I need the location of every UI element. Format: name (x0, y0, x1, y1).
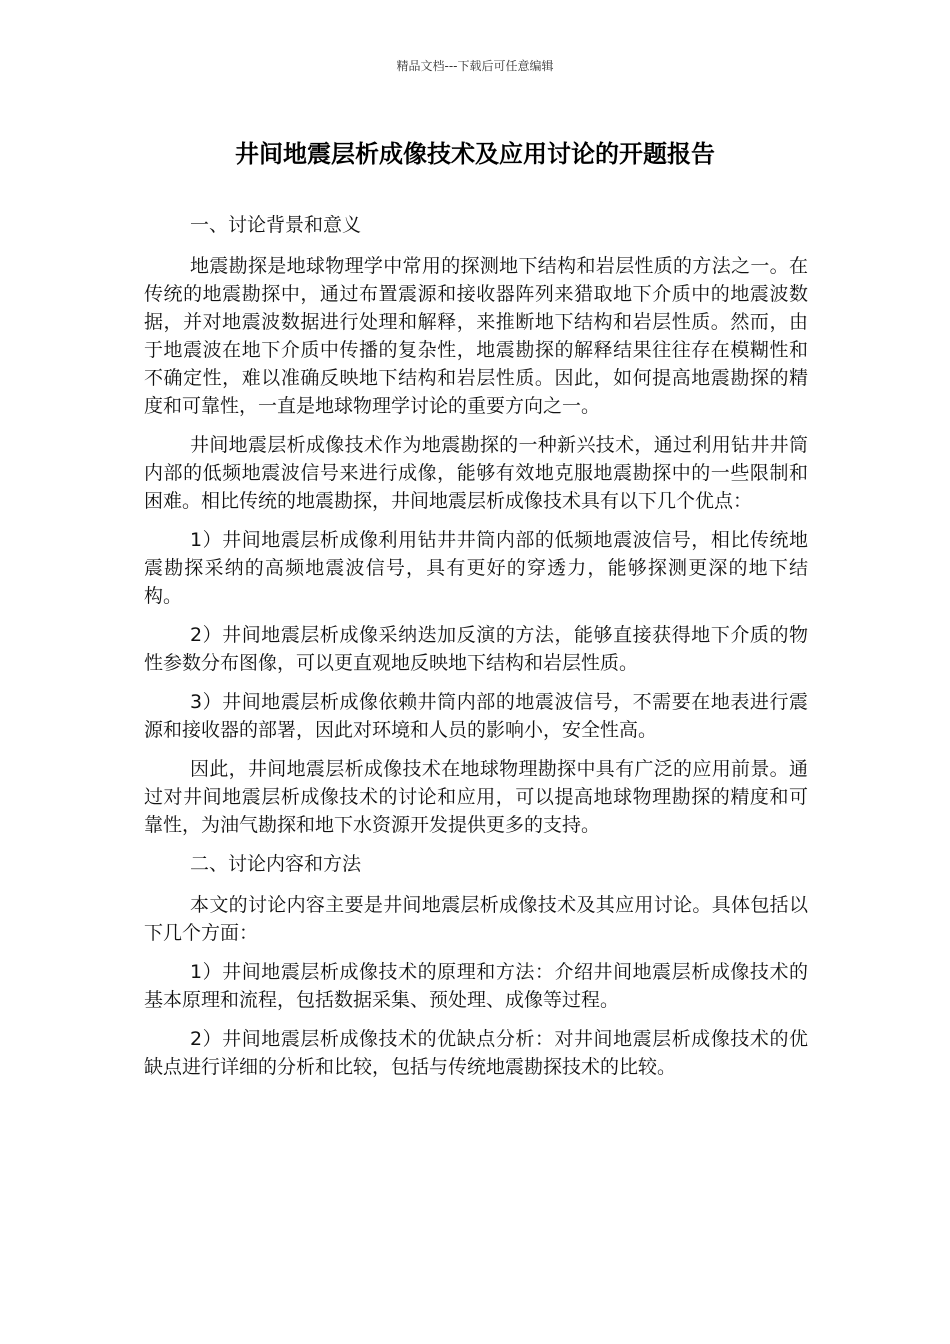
document-body (144, 211, 808, 1092)
advantage-item-3: 3）井间地震层析成像依赖井筒内部的地震波信号，不需要在地表进行震源和接收器的部署，因此对环境和人员的影响小，安全性高。 (144, 691, 808, 741)
section-heading-background: 一、讨论背景和意义 (190, 214, 362, 236)
document-title: 井间地震层析成像技术及应用讨论的开题报告 (235, 140, 715, 168)
content-item-1: 1）井间地震层析成像技术的原理和方法：介绍井间地震层析成像技术的基本原理和流程，包括数据采集、预处理、成像等过程。 (144, 961, 808, 1011)
advantage-item-2: 2）井间地震层析成像采纳迭加反演的方法，能够直接获得地下介质的物性参数分布图像，可以更直观地反映地下结构和岩层性质。 (144, 624, 808, 674)
header-note: 精品文档---下载后可任意编辑 (396, 59, 554, 73)
content-item-2: 2）井间地震层析成像技术的优缺点分析：对井间地震层析成像技术的优缺点进行详细的分析和比较，包括与传统地震勘探技术的比较。 (144, 1028, 808, 1078)
paragraph-background-1: 地震勘探是地球物理学中常用的探测地下结构和岩层性质的方法之一。在传统的地震勘探中，通过布置震源和接收器阵列来猎取地下介质中的地震波数据，并对地震波数据进行处理和解释，来推断地下结构和岩层性质。然而，由于地震波在地下介质中传播的复杂性，地震勘探的解释结果往往存在模糊性和不确定性，难以准确反映地下结构和岩层性质。因此，如何提高地震勘探的精度和可靠性，一直是地球物理学讨论的重要方向之一。 (144, 255, 808, 417)
advantage-item-1: 1）井间地震层析成像利用钻井井筒内部的低频地震波信号，相比传统地震勘探采纳的高频地震波信号，具有更好的穿透力，能够探测更深的地下结构。 (144, 529, 808, 607)
paragraph-background-2: 井间地震层析成像技术作为地震勘探的一种新兴技术，通过利用钻井井筒内部的低频地震波信号来进行成像，能够有效地克服地震勘探中的一些限制和困难。相比传统的地震勘探，井间地震层析成像技术具有以下几个优点： (144, 434, 808, 512)
section-heading-content-methods: 二、讨论内容和方法 (190, 853, 362, 875)
paragraph-content-1: 本文的讨论内容主要是井间地震层析成像技术及其应用讨论。具体包括以下几个方面： (144, 894, 808, 944)
paragraph-background-3: 因此，井间地震层析成像技术在地球物理勘探中具有广泛的应用前景。通过对井间地震层析成像技术的讨论和应用，可以提高地球物理勘探的精度和可靠性，为油气勘探和地下水资源开发提供更多的支持。 (144, 758, 808, 836)
